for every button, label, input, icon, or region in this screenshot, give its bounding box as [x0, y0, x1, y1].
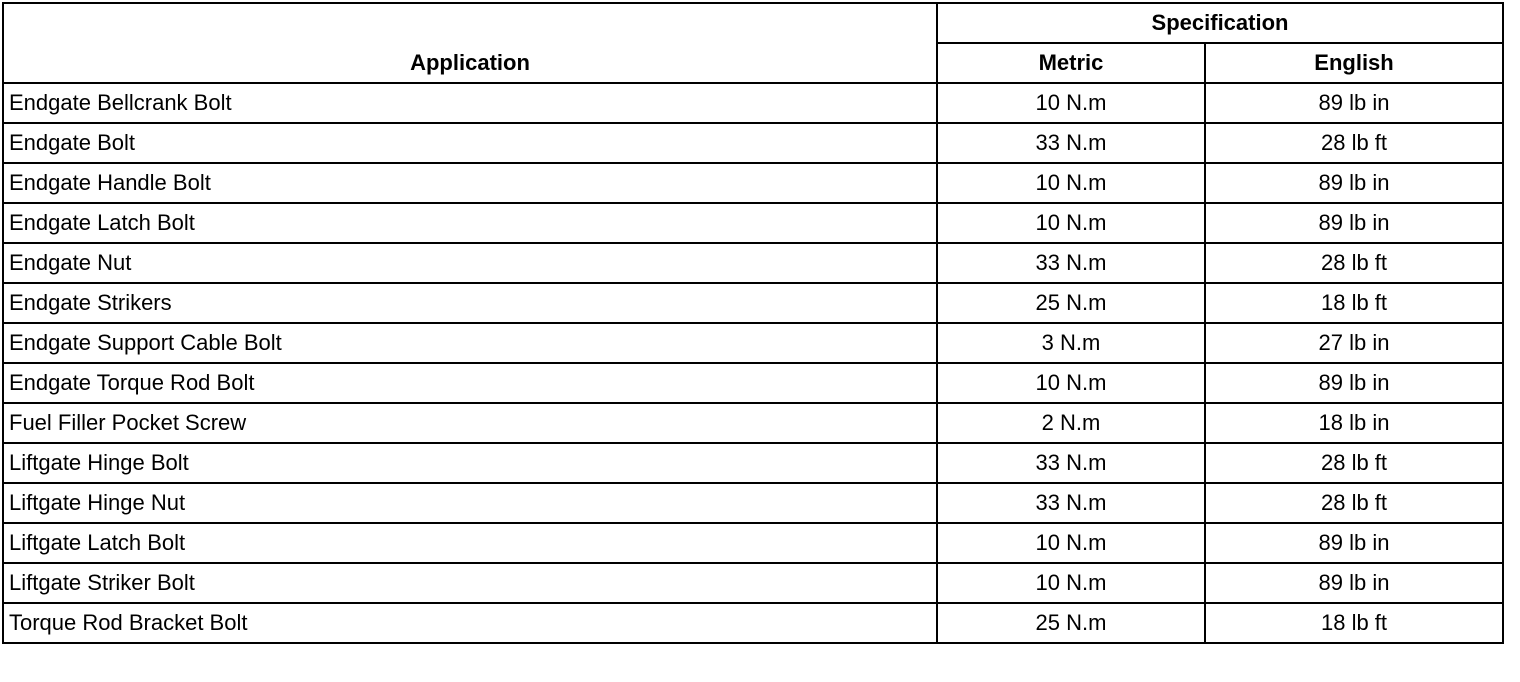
specification-header: Specification	[937, 3, 1503, 43]
english-value-cell: 18 lb in	[1205, 403, 1503, 443]
table-row	[3, 123, 1503, 163]
table-body	[3, 83, 1503, 643]
english-value-cell: 18 lb ft	[1205, 283, 1503, 323]
table-row	[3, 523, 1503, 563]
metric-value-cell: 10 N.m	[937, 203, 1205, 243]
english-value-cell: 89 lb in	[1205, 563, 1503, 603]
table-row	[3, 283, 1503, 323]
english-value-cell: 89 lb in	[1205, 363, 1503, 403]
application-cell: Endgate Latch Bolt	[3, 203, 937, 243]
application-cell: Endgate Handle Bolt	[3, 163, 937, 203]
english-value-cell: 89 lb in	[1205, 83, 1503, 123]
metric-value-cell: 10 N.m	[937, 163, 1205, 203]
table-row	[3, 243, 1503, 283]
english-header: English	[1205, 43, 1503, 83]
metric-value-cell: 3 N.m	[937, 323, 1205, 363]
application-cell: Endgate Support Cable Bolt	[3, 323, 937, 363]
english-value-cell: 28 lb ft	[1205, 243, 1503, 283]
metric-value-cell: 25 N.m	[937, 603, 1205, 643]
application-header: Application	[3, 3, 937, 83]
metric-value-cell: 33 N.m	[937, 243, 1205, 283]
application-cell: Fuel Filler Pocket Screw	[3, 403, 937, 443]
metric-value-cell: 10 N.m	[937, 523, 1205, 563]
table-row	[3, 403, 1503, 443]
english-value-cell: 18 lb ft	[1205, 603, 1503, 643]
table-row	[3, 203, 1503, 243]
table-row	[3, 83, 1503, 123]
english-value-cell: 27 lb in	[1205, 323, 1503, 363]
application-cell: Liftgate Striker Bolt	[3, 563, 937, 603]
table-row	[3, 323, 1503, 363]
table-row	[3, 483, 1503, 523]
fastener-spec-table	[2, 2, 1504, 644]
application-cell: Liftgate Hinge Bolt	[3, 443, 937, 483]
table-row	[3, 603, 1503, 643]
metric-value-cell: 33 N.m	[937, 123, 1205, 163]
english-value-cell: 28 lb ft	[1205, 123, 1503, 163]
metric-value-cell: 10 N.m	[937, 83, 1205, 123]
application-cell: Endgate Bellcrank Bolt	[3, 83, 937, 123]
english-value-cell: 89 lb in	[1205, 523, 1503, 563]
english-value-cell: 28 lb ft	[1205, 443, 1503, 483]
table-row	[3, 163, 1503, 203]
metric-value-cell: 33 N.m	[937, 483, 1205, 523]
table-row	[3, 563, 1503, 603]
metric-value-cell: 10 N.m	[937, 363, 1205, 403]
metric-value-cell: 25 N.m	[937, 283, 1205, 323]
metric-header: Metric	[937, 43, 1205, 83]
application-cell: Endgate Nut	[3, 243, 937, 283]
metric-value-cell: 33 N.m	[937, 443, 1205, 483]
metric-value-cell: 2 N.m	[937, 403, 1205, 443]
application-cell: Liftgate Latch Bolt	[3, 523, 937, 563]
table-header	[3, 3, 1503, 83]
english-value-cell: 89 lb in	[1205, 203, 1503, 243]
english-value-cell: 28 lb ft	[1205, 483, 1503, 523]
table-row	[3, 443, 1503, 483]
application-cell: Endgate Bolt	[3, 123, 937, 163]
application-cell: Endgate Strikers	[3, 283, 937, 323]
header-row-top	[3, 3, 1503, 43]
table-row	[3, 363, 1503, 403]
application-cell: Endgate Torque Rod Bolt	[3, 363, 937, 403]
application-cell: Torque Rod Bracket Bolt	[3, 603, 937, 643]
metric-value-cell: 10 N.m	[937, 563, 1205, 603]
english-value-cell: 89 lb in	[1205, 163, 1503, 203]
application-cell: Liftgate Hinge Nut	[3, 483, 937, 523]
